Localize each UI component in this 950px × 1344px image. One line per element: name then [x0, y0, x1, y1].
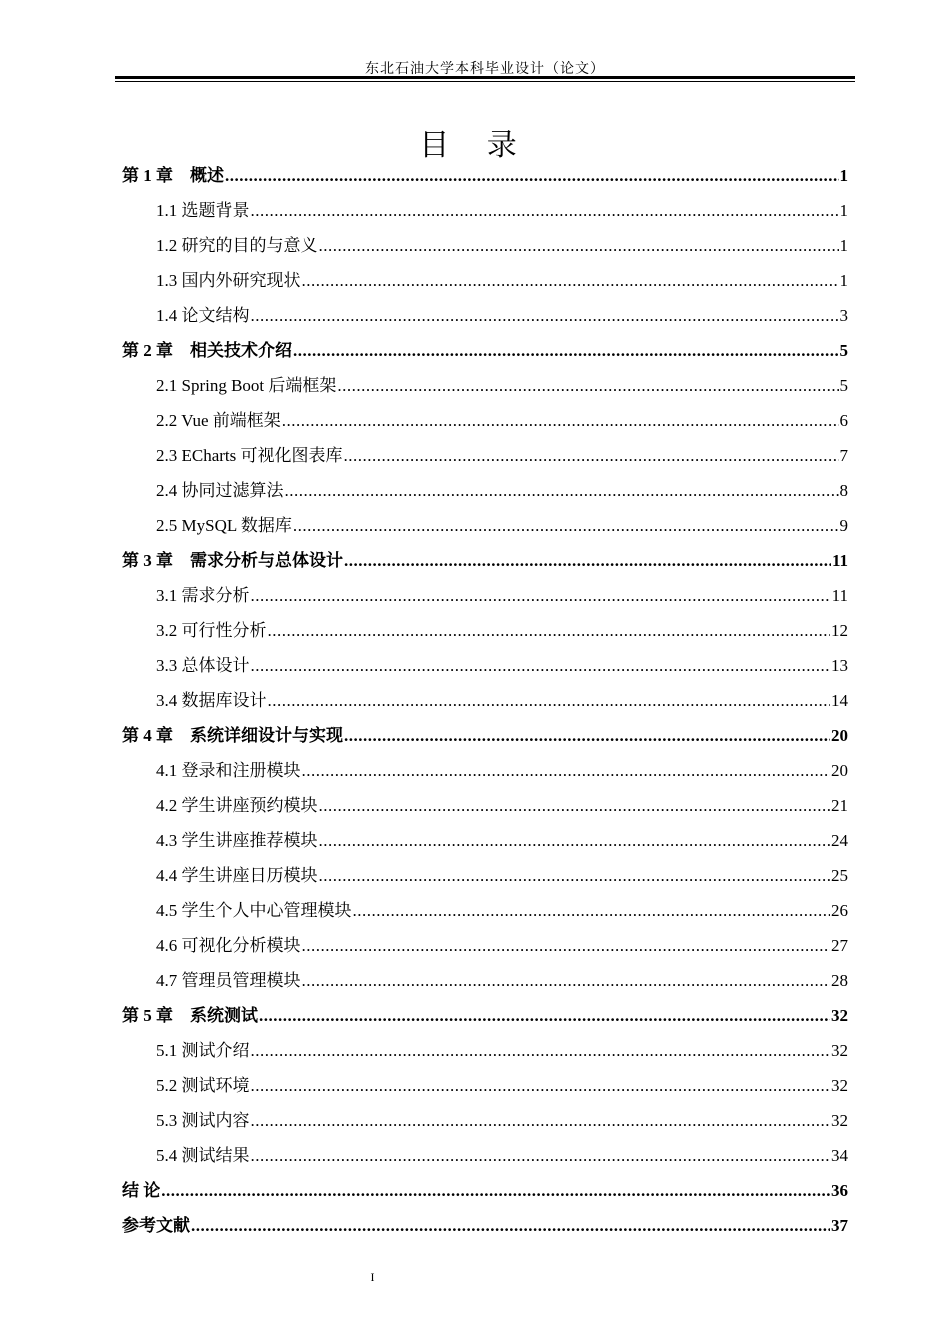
toc-entry-label: 3.1 需求分析	[156, 586, 250, 605]
toc-entry-label: 4.6 可视化分析模块	[156, 936, 301, 955]
toc-entry-page: 5	[839, 376, 848, 395]
toc-entry-label: 5.3 测试内容	[156, 1111, 250, 1130]
toc-section-entry[interactable]	[122, 753, 848, 788]
toc-leader-dots	[302, 928, 831, 963]
toc-entry-label: 2.4 协同过滤算法	[156, 481, 284, 500]
toc-leader-dots	[161, 1173, 830, 1208]
toc-entry-label: 第 2 章 相关技术介绍	[122, 341, 292, 360]
toc-entry-page: 14	[831, 691, 848, 710]
toc-chapter-entry[interactable]	[122, 1208, 848, 1243]
toc-entry-page: 20	[831, 761, 848, 780]
toc-section-entry[interactable]	[122, 893, 848, 928]
toc-section-entry[interactable]	[122, 368, 848, 403]
toc-leader-dots	[268, 613, 831, 648]
toc-entry-label: 3.2 可行性分析	[156, 621, 267, 640]
toc-entry-label: 第 3 章 需求分析与总体设计	[122, 551, 343, 570]
toc-entry-page: 25	[831, 866, 848, 885]
toc-entry-page: 27	[831, 936, 848, 955]
toc-entry-page: 32	[831, 1041, 848, 1060]
toc-entry-page: 1	[839, 201, 848, 220]
toc-leader-dots	[251, 298, 839, 333]
toc-section-entry[interactable]	[122, 788, 848, 823]
toc-section-entry[interactable]	[122, 1103, 848, 1138]
toc-entry-label: 结 论	[122, 1181, 161, 1200]
toc-section-entry[interactable]	[122, 438, 848, 473]
toc-leader-dots	[251, 578, 831, 613]
toc-entry-label: 1.1 选题背景	[156, 201, 250, 220]
toc-entry-label: 5.2 测试环境	[156, 1076, 250, 1095]
toc-entry-label: 第 5 章 系统测试	[122, 1006, 258, 1025]
toc-entry-label: 第 1 章 概述	[122, 166, 224, 185]
toc-section-entry[interactable]	[122, 193, 848, 228]
toc-entry-label: 4.5 学生个人中心管理模块	[156, 901, 352, 920]
toc-entry-page: 1	[839, 271, 848, 290]
toc-leader-dots	[302, 753, 831, 788]
toc-entry-page: 9	[839, 516, 848, 535]
toc-entry-page: 3	[839, 306, 848, 325]
toc-entry-page: 8	[839, 481, 848, 500]
toc-entry-page: 5	[839, 341, 848, 360]
toc-entry-label: 参考文献	[122, 1216, 190, 1235]
toc-entry-label: 3.3 总体设计	[156, 656, 250, 675]
toc-leader-dots	[268, 683, 831, 718]
toc-leader-dots	[353, 893, 831, 928]
toc-section-entry[interactable]	[122, 683, 848, 718]
toc-chapter-entry[interactable]	[122, 543, 848, 578]
toc-entry-page: 1	[839, 236, 848, 255]
toc-section-entry[interactable]	[122, 403, 848, 438]
toc-section-entry[interactable]	[122, 508, 848, 543]
toc-leader-dots	[251, 1103, 831, 1138]
toc-leader-dots	[251, 1033, 831, 1068]
running-header: 东北石油大学本科毕业设计（论文）	[365, 62, 605, 77]
toc-entry-page: 34	[831, 1146, 848, 1165]
toc-entry-label: 2.3 ECharts 可视化图表库	[156, 446, 343, 465]
toc-entry-label: 4.3 学生讲座推荐模块	[156, 831, 318, 850]
toc-leader-dots	[337, 368, 838, 403]
toc-entry-page: 11	[831, 551, 848, 570]
toc-entry-page: 1	[839, 166, 848, 185]
toc-entry-page: 7	[839, 446, 848, 465]
toc-entry-page: 36	[831, 1181, 848, 1200]
toc-section-entry[interactable]	[122, 613, 848, 648]
toc-entry-page: 28	[831, 971, 848, 990]
toc-leader-dots	[293, 333, 839, 368]
toc-entry-page: 32	[831, 1006, 848, 1025]
toc-section-entry[interactable]	[122, 928, 848, 963]
toc-chapter-entry[interactable]	[122, 998, 848, 1033]
toc-leader-dots	[285, 473, 839, 508]
toc-chapter-entry[interactable]	[122, 333, 848, 368]
toc-entry-page: 37	[831, 1216, 848, 1235]
toc-chapter-entry[interactable]	[122, 718, 848, 753]
toc-leader-dots	[251, 1138, 831, 1173]
toc-entry-page: 20	[831, 726, 848, 745]
toc-section-entry[interactable]	[122, 473, 848, 508]
toc-entry-page: 32	[831, 1111, 848, 1130]
toc-entry-label: 3.4 数据库设计	[156, 691, 267, 710]
toc-entry-label: 第 4 章 系统详细设计与实现	[122, 726, 343, 745]
toc-entry-label: 1.3 国内外研究现状	[156, 271, 301, 290]
toc-section-entry[interactable]	[122, 578, 848, 613]
toc-section-entry[interactable]	[122, 1033, 848, 1068]
toc-section-entry[interactable]	[122, 1068, 848, 1103]
toc-section-entry[interactable]	[122, 298, 848, 333]
toc-leader-dots	[191, 1208, 830, 1243]
toc-entry-label: 2.1 Spring Boot 后端框架	[156, 376, 337, 395]
table-of-contents	[122, 158, 848, 1243]
toc-leader-dots	[282, 403, 839, 438]
toc-leader-dots	[319, 823, 831, 858]
toc-entry-label: 5.4 测试结果	[156, 1146, 250, 1165]
toc-section-entry[interactable]	[122, 963, 848, 998]
toc-leader-dots	[319, 858, 831, 893]
toc-entry-label: 1.4 论文结构	[156, 306, 250, 325]
toc-entry-label: 4.1 登录和注册模块	[156, 761, 301, 780]
toc-section-entry[interactable]	[122, 858, 848, 893]
toc-leader-dots	[259, 998, 830, 1033]
toc-leader-dots	[319, 788, 831, 823]
toc-chapter-entry[interactable]	[122, 1173, 848, 1208]
toc-entry-page: 24	[831, 831, 848, 850]
toc-leader-dots	[319, 228, 839, 263]
toc-leader-dots	[293, 508, 839, 543]
toc-title: 目 录	[419, 128, 531, 163]
toc-section-entry[interactable]	[122, 1138, 848, 1173]
toc-section-entry[interactable]	[122, 823, 848, 858]
toc-leader-dots	[344, 543, 831, 578]
toc-chapter-entry[interactable]	[122, 158, 848, 193]
toc-entry-page: 11	[831, 586, 848, 605]
toc-entry-page: 6	[839, 411, 848, 430]
toc-entry-page: 12	[831, 621, 848, 640]
toc-leader-dots	[344, 718, 830, 753]
toc-leader-dots	[344, 438, 839, 473]
toc-leader-dots	[302, 963, 831, 998]
toc-leader-dots	[251, 648, 831, 683]
footer-page-number: I	[370, 1270, 375, 1284]
toc-leader-dots	[302, 263, 839, 298]
toc-entry-label: 2.2 Vue 前端框架	[156, 411, 281, 430]
toc-entry-label: 1.2 研究的目的与意义	[156, 236, 318, 255]
toc-entry-page: 21	[831, 796, 848, 815]
toc-entry-page: 26	[831, 901, 848, 920]
toc-entry-page: 32	[831, 1076, 848, 1095]
toc-entry-label: 2.5 MySQL 数据库	[156, 516, 292, 535]
toc-leader-dots	[251, 193, 839, 228]
toc-entry-label: 4.4 学生讲座日历模块	[156, 866, 318, 885]
toc-section-entry[interactable]	[122, 228, 848, 263]
toc-section-entry[interactable]	[122, 263, 848, 298]
header-rule	[115, 76, 855, 82]
toc-section-entry[interactable]	[122, 648, 848, 683]
toc-entry-label: 4.7 管理员管理模块	[156, 971, 301, 990]
toc-leader-dots	[251, 1068, 831, 1103]
toc-entry-label: 5.1 测试介绍	[156, 1041, 250, 1060]
toc-entry-page: 13	[831, 656, 848, 675]
toc-entry-label: 4.2 学生讲座预约模块	[156, 796, 318, 815]
toc-leader-dots	[225, 158, 839, 193]
